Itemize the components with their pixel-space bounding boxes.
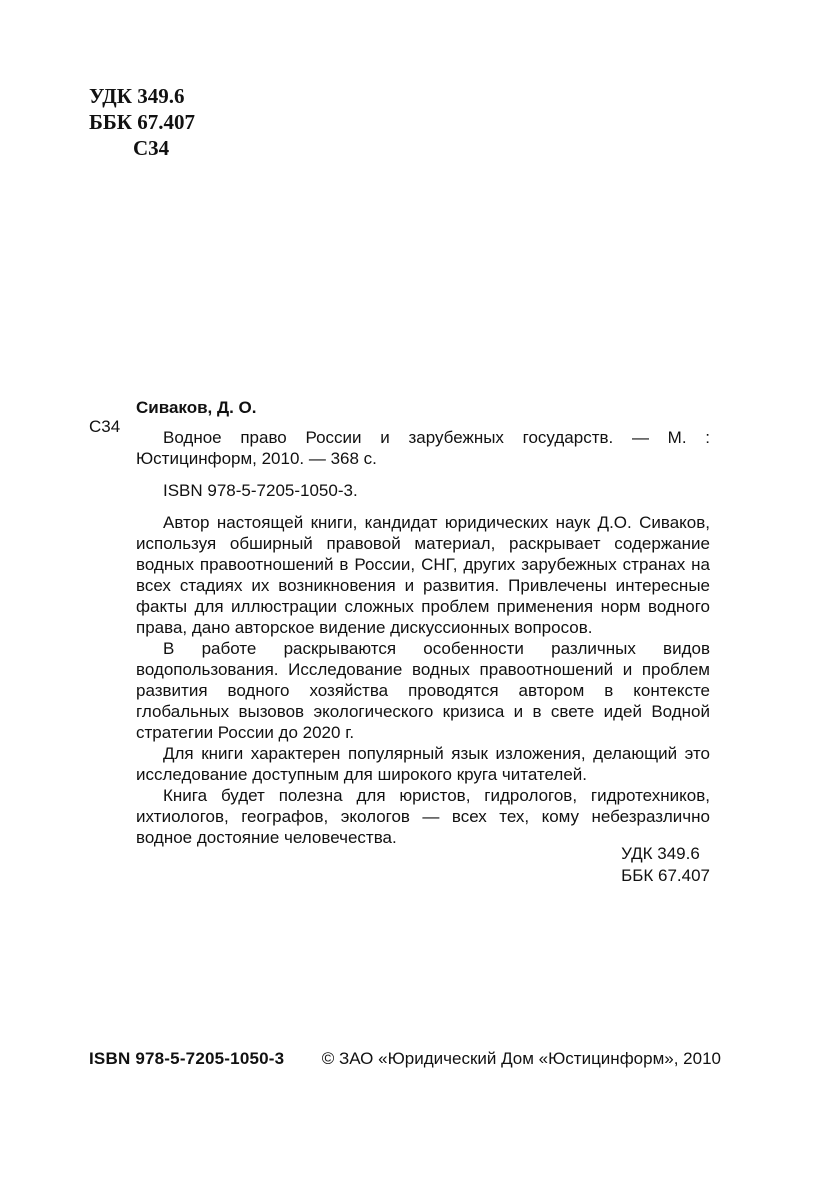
bbk-code: ББК 67.407 [89,110,195,134]
annotation-paragraph-1: Автор настоящей книги, кандидат юридических наук Д.О. Сиваков, используя обширный правовой материал, раскрывает содержание водных правоотношений в России, СНГ, других зарубежных странах на всех стадиях их возникновения и развития. Привлечены интересные факты для иллюстрации сложных проблем применения норм водного права, дано авторское видение дискуссионных вопросов. [136,513,710,637]
udk-code-bottom: УДК 349.6 [621,844,700,863]
classification-codes-bottom [621,843,710,887]
udk-code: УДК 349.6 [89,84,185,108]
classification-codes-top [89,83,195,161]
annotation-paragraph-2: В работе раскрываются особенности различных видов водопользования. Исследование водных правоотношений и проблем развития водного хозяйства проводятся автором в контексте глобальных вызовов экологического кризиса и в свете идей Водной стратегии России до 2020 г. [136,639,710,742]
annotation-paragraph-3: Для книги характерен популярный язык изложения, делающий это исследование доступным для широкого круга читателей. [136,744,710,784]
entry-isbn: ISBN 978-5-7205-1050-3. [163,481,358,500]
bbk-code-bottom: ББК 67.407 [621,866,710,885]
footer-isbn: ISBN 978-5-7205-1050-3 [89,1049,285,1068]
author-mark: С34 [133,136,170,160]
bibliographic-description: Водное право России и зарубежных государств. — М. : Юстицинформ, 2010. — 368 с. [136,428,710,468]
copyright-notice: © ЗАО «Юридический Дом «Юстицинформ», 2010 [321,1049,721,1068]
author-name: Сиваков, Д. О. [136,398,257,417]
annotation-paragraph-4: Книга будет полезна для юристов, гидрологов, гидротехников, ихтиологов, географов, экологов — всех тех, кому небезразлично водное достояние человечества. [136,786,710,847]
entry-author-mark: С34 [89,417,121,436]
catalog-entry [136,427,710,848]
